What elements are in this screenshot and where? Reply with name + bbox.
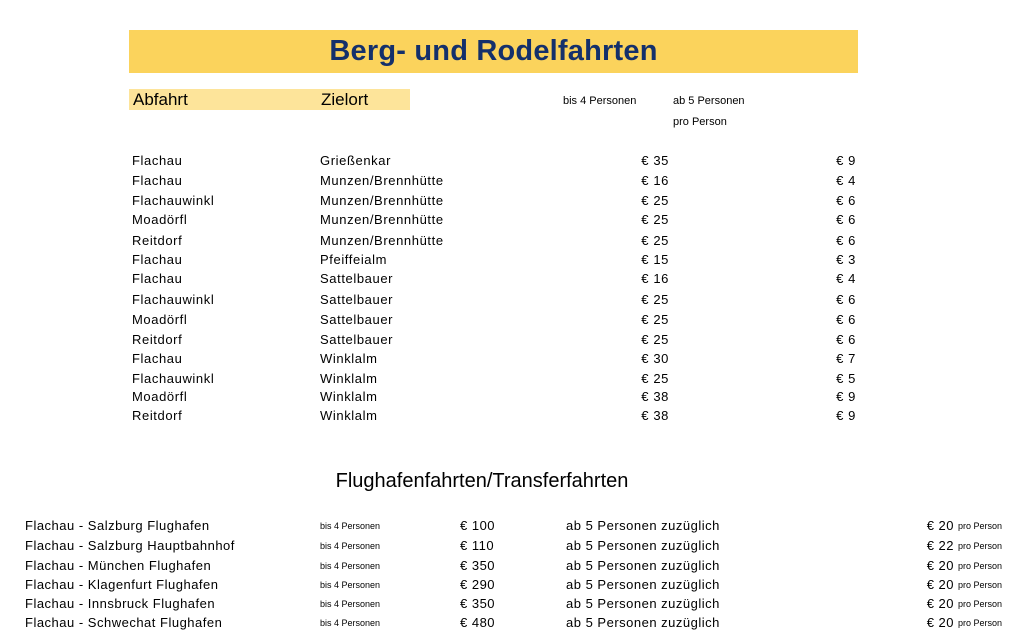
ride-to: Sattelbauer xyxy=(320,271,394,286)
ride-row xyxy=(0,312,1024,332)
ride-row xyxy=(0,173,1024,193)
ride-price-person: € 3 xyxy=(836,252,856,267)
ride-price-person: € 7 xyxy=(836,351,856,366)
transfer-row xyxy=(0,615,1024,635)
ride-to: Sattelbauer xyxy=(320,332,394,347)
ride-from: Flachauwinkl xyxy=(132,292,215,307)
transfer-group-label: bis 4 Personen xyxy=(320,541,381,551)
ride-price-person: € 4 xyxy=(836,271,856,286)
ride-price-small: € 25 xyxy=(641,193,669,208)
ride-from: Moadörfl xyxy=(132,389,188,404)
transfer-extra-price: € 22 xyxy=(926,538,954,553)
ride-price-person: € 6 xyxy=(836,193,856,208)
ride-to: Munzen/Brennhütte xyxy=(320,233,444,248)
transfer-price: € 350 xyxy=(460,558,496,573)
ride-price-small: € 16 xyxy=(641,173,669,188)
transfer-group-label: bis 4 Personen xyxy=(320,580,381,590)
ride-from: Reitdorf xyxy=(132,408,183,423)
transfer-row xyxy=(0,596,1024,616)
ride-from: Flachau xyxy=(132,351,183,366)
ride-row xyxy=(0,332,1024,352)
ride-row xyxy=(0,252,1024,272)
transfer-route: Flachau - München Flughafen xyxy=(25,558,212,573)
ride-row xyxy=(0,193,1024,213)
ride-to: Munzen/Brennhütte xyxy=(320,193,444,208)
transfer-price: € 480 xyxy=(460,615,496,630)
ride-from: Flachauwinkl xyxy=(132,371,215,386)
transfer-per-label: pro Person xyxy=(958,561,1003,571)
ride-row xyxy=(0,351,1024,371)
ride-to: Sattelbauer xyxy=(320,312,394,327)
transfer-row xyxy=(0,518,1024,538)
ride-from: Flachau xyxy=(132,153,183,168)
ride-from: Moadörfl xyxy=(132,312,188,327)
header-ab5: ab 5 Personen xyxy=(673,95,745,107)
ride-from: Flachauwinkl xyxy=(132,193,215,208)
ride-price-small: € 25 xyxy=(641,233,669,248)
ride-from: Reitdorf xyxy=(132,332,183,347)
ride-from: Moadörfl xyxy=(132,212,188,227)
ride-price-person: € 6 xyxy=(836,233,856,248)
transfer-group-label: bis 4 Personen xyxy=(320,599,381,609)
transfer-extra-price: € 20 xyxy=(926,615,954,630)
transfer-row xyxy=(0,577,1024,597)
transfer-extra-price: € 20 xyxy=(926,596,954,611)
ride-row xyxy=(0,292,1024,312)
ride-row xyxy=(0,389,1024,409)
ride-to: Munzen/Brennhütte xyxy=(320,173,444,188)
ride-to: Pfeiffeialm xyxy=(320,252,388,267)
ride-price-person: € 6 xyxy=(836,332,856,347)
transfer-extra-label: ab 5 Personen zuzüglich xyxy=(566,577,720,592)
transfer-extra-price: € 20 xyxy=(926,518,954,533)
ride-price-person: € 9 xyxy=(836,153,856,168)
ride-price-small: € 25 xyxy=(641,212,669,227)
transfer-extra-label: ab 5 Personen zuzüglich xyxy=(566,596,720,611)
transfer-extra-label: ab 5 Personen zuzüglich xyxy=(566,558,720,573)
transfer-price: € 350 xyxy=(460,596,496,611)
ride-price-small: € 30 xyxy=(641,351,669,366)
ride-row xyxy=(0,408,1024,428)
page-title: Berg- und Rodelfahrten xyxy=(329,35,658,67)
transfer-per-label: pro Person xyxy=(958,541,1003,551)
transfer-extra-price: € 20 xyxy=(926,577,954,592)
ride-row xyxy=(0,153,1024,173)
ride-row xyxy=(0,271,1024,291)
ride-price-small: € 15 xyxy=(641,252,669,267)
ride-to: Winklalm xyxy=(320,351,378,366)
ride-from: Flachau xyxy=(132,252,183,267)
transfer-per-label: pro Person xyxy=(958,618,1003,628)
ride-price-small: € 38 xyxy=(641,389,669,404)
header-bis4: bis 4 Personen xyxy=(563,95,637,107)
ride-row xyxy=(0,371,1024,391)
ride-price-person: € 6 xyxy=(836,212,856,227)
ride-to: Winklalm xyxy=(320,389,378,404)
ride-price-person: € 4 xyxy=(836,173,856,188)
ride-price-small: € 38 xyxy=(641,408,669,423)
ride-price-small: € 35 xyxy=(641,153,669,168)
header-abfahrt: Abfahrt xyxy=(133,90,188,109)
ride-to: Winklalm xyxy=(320,408,378,423)
ride-from: Flachau xyxy=(132,271,183,286)
ride-price-person: € 5 xyxy=(836,371,856,386)
ride-from: Flachau xyxy=(132,173,183,188)
transfer-price: € 110 xyxy=(460,538,495,553)
transfer-route: Flachau - Schwechat Flughafen xyxy=(25,615,223,630)
header-pro-person: pro Person xyxy=(673,116,727,128)
transfer-group-label: bis 4 Personen xyxy=(320,561,381,571)
transfer-group-label: bis 4 Personen xyxy=(320,521,381,531)
transfer-row xyxy=(0,538,1024,558)
ride-price-small: € 25 xyxy=(641,292,669,307)
transfer-group-label: bis 4 Personen xyxy=(320,618,381,628)
ride-price-small: € 25 xyxy=(641,371,669,386)
transfer-extra-label: ab 5 Personen zuzüglich xyxy=(566,538,720,553)
transfer-price: € 290 xyxy=(460,577,496,592)
ride-price-person: € 9 xyxy=(836,389,856,404)
ride-price-small: € 25 xyxy=(641,312,669,327)
ride-to: Sattelbauer xyxy=(320,292,394,307)
transfer-extra-label: ab 5 Personen zuzüglich xyxy=(566,518,720,533)
ride-row xyxy=(0,233,1024,253)
ride-price-small: € 16 xyxy=(641,271,669,286)
transfer-route: Flachau - Innsbruck Flughafen xyxy=(25,596,216,611)
ride-price-person: € 9 xyxy=(836,408,856,423)
transfer-route: Flachau - Salzburg Flughafen xyxy=(25,518,210,533)
ride-to: Grießenkar xyxy=(320,153,392,168)
ride-price-person: € 6 xyxy=(836,292,856,307)
transfer-extra-price: € 20 xyxy=(926,558,954,573)
transfer-route: Flachau - Salzburg Hauptbahnhof xyxy=(25,538,235,553)
ride-from: Reitdorf xyxy=(132,233,183,248)
transfer-per-label: pro Person xyxy=(958,599,1003,609)
transfer-extra-label: ab 5 Personen zuzüglich xyxy=(566,615,720,630)
ride-price-small: € 25 xyxy=(641,332,669,347)
ride-row xyxy=(0,212,1024,232)
transfer-per-label: pro Person xyxy=(958,521,1003,531)
transfer-section-title: Flughafenfahrten/Transferfahrten xyxy=(335,470,629,492)
title-banner xyxy=(129,30,858,73)
header-zielort: Zielort xyxy=(321,90,369,109)
transfer-route: Flachau - Klagenfurt Flughafen xyxy=(25,577,219,592)
transfer-row xyxy=(0,558,1024,578)
ride-price-person: € 6 xyxy=(836,312,856,327)
transfer-price: € 100 xyxy=(460,518,496,533)
transfer-per-label: pro Person xyxy=(958,580,1003,590)
ride-to: Winklalm xyxy=(320,371,378,386)
ride-to: Munzen/Brennhütte xyxy=(320,212,444,227)
